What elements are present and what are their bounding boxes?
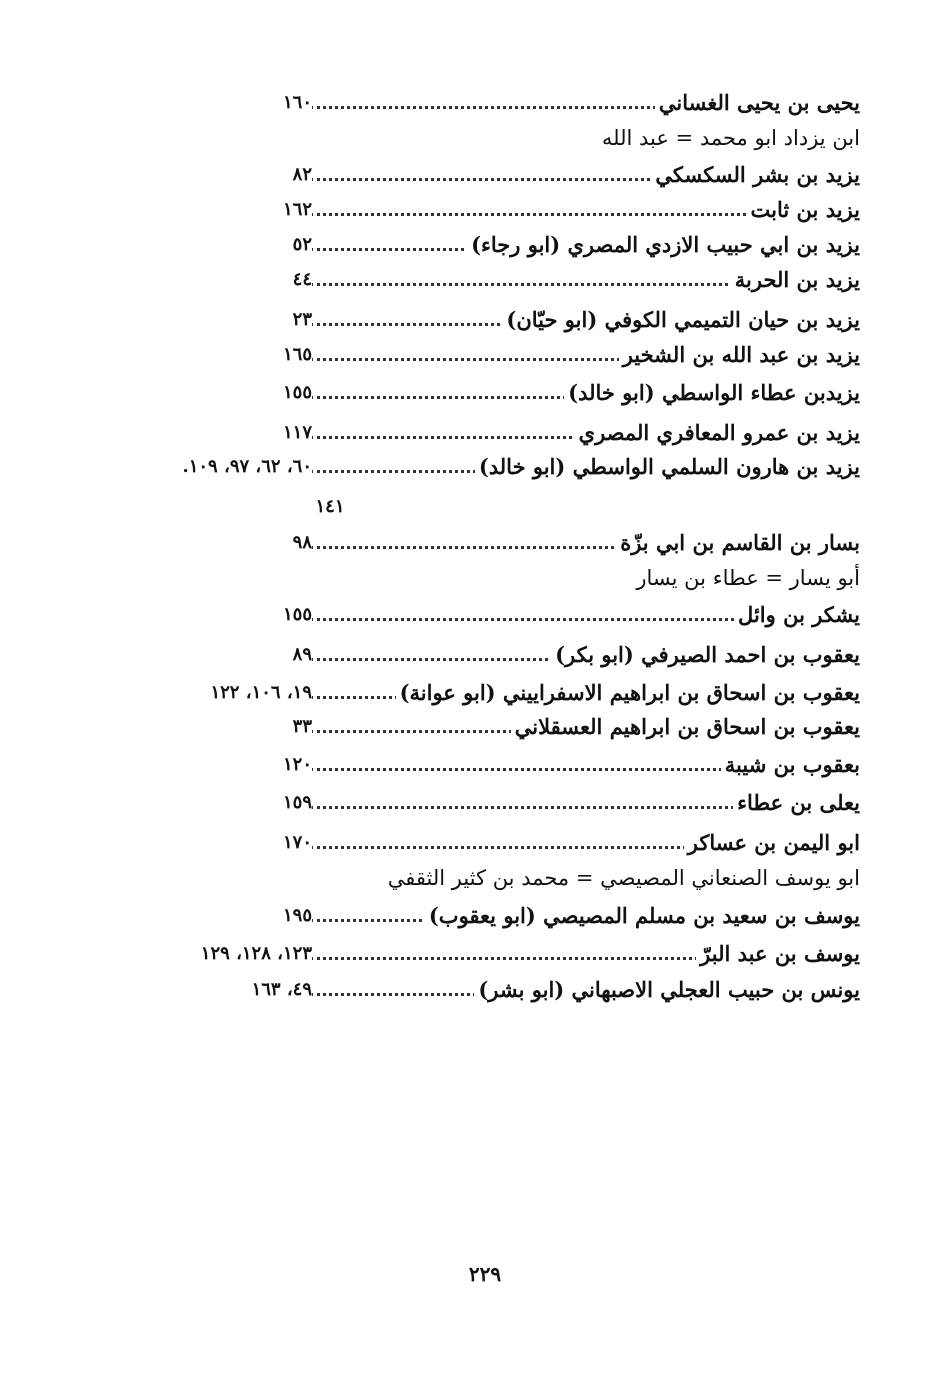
entry-pages: ١٦٥ [282, 344, 312, 365]
index-entry [150, 122, 860, 158]
index-entry [150, 826, 860, 862]
entry-pages: ١٢٣، ١٢٨، ١٢٩ [200, 943, 312, 964]
index-entry [150, 338, 860, 374]
entry-name: يزيدبن عطاء الواسطي (ابو خالد) [564, 380, 860, 405]
entry-name: ابن يزداد ابو محمد = عبد الله [598, 126, 860, 150]
entry-name: يشكر بن وائل [734, 602, 860, 627]
entry-name: يونس بن حبيب العجلي الاصبهاني (ابو بشر) [474, 977, 860, 1002]
entry-name: بسار بن القاسم بن ابي بزّة [616, 530, 860, 555]
entry-name: ابو اليمن بن عساكر [684, 830, 860, 855]
index-entry [150, 786, 860, 822]
entry-pages: ١٦٠ [282, 92, 312, 113]
index-entry [150, 899, 860, 935]
entry-pages: ٤٤ [292, 269, 312, 290]
index-entry [150, 158, 860, 194]
index-entry [150, 303, 860, 339]
index-entry [150, 450, 860, 486]
index-entry [150, 376, 860, 412]
entry-pages: ٤٩، ١٦٣ [251, 979, 312, 1000]
index-entry [150, 937, 860, 973]
entry-pages: ١٥٩ [282, 792, 312, 813]
entry-name: يزيد بن الحربة [731, 267, 860, 292]
entry-name: يزيد بن ابي حبيب الازدي المصري (ابو رجاء) [467, 232, 860, 257]
entry-pages: ١٩٥ [282, 905, 312, 926]
index-entry [150, 973, 860, 1009]
entry-pages: ١١٧ [282, 422, 312, 443]
entry-name: يحيى بن يحيى الغساني [655, 90, 860, 115]
entry-pages: ١٥٥ [282, 382, 312, 403]
entry-pages: ٨٩ [292, 644, 312, 665]
entry-pages: ٣٣ [292, 716, 312, 737]
index-entry [150, 263, 860, 299]
entry-pages: ١٢٠ [282, 754, 312, 775]
entry-pages: ١٩، ١٠٦، ١٢٢ [210, 682, 312, 703]
index-entry [150, 676, 860, 712]
index-entry [150, 416, 860, 452]
continuation-pages: ١٤١ [315, 496, 345, 517]
entry-pages: ٩٨ [292, 532, 312, 553]
entry-name: يوسف بن سعيد بن مسلم المصيصي (ابو يعقوب) [425, 903, 860, 928]
index-entry [150, 638, 860, 674]
entry-name: يزيد بن عبد الله بن الشخير [619, 342, 860, 367]
entry-name: يعقوب بن اسحاق بن ابراهيم العسقلاني [511, 714, 860, 739]
entry-name: يعقوب بن احمد الصيرفي (ابو بكر) [551, 642, 860, 667]
entry-name: يعلى بن عطاء [733, 790, 860, 815]
entry-pages: ٥٢ [292, 234, 312, 255]
entry-pages: ٨٢ [292, 164, 312, 185]
index-entry [150, 228, 860, 264]
entry-pages: ١٥٥ [282, 604, 312, 625]
entry-name: يزيد بن هارون السلمي الواسطي (ابو خالد) [475, 454, 860, 479]
entry-name: يزيد بن ثابت [747, 197, 860, 222]
index-entry [150, 598, 860, 634]
entry-name: يزيد بن عمرو المعافري المصري [575, 420, 860, 445]
index-entry [150, 862, 860, 898]
page-number: ٢٢٩ [468, 1262, 502, 1286]
entry-name: بعقوب بن شيبة [721, 752, 860, 777]
entry-pages: ١٦٢ [282, 199, 312, 220]
entry-pages: ١٧٠ [282, 832, 312, 853]
entry-name: ابو يوسف الصنعاني المصيصي = محمد بن كثير الثقفي [384, 866, 860, 890]
entry-name: يزيد بن بشر السكسكي [651, 162, 860, 187]
entry-pages: ٦٠، ٦٢، ٩٧، ١٠٩. [182, 456, 312, 477]
entry-name: أبو يسار = عطاء بن يسار [632, 566, 860, 590]
index-entry [150, 562, 860, 598]
index-entry [150, 86, 860, 122]
entry-name: يعقوب بن اسحاق بن ابراهيم الاسفراييني (ابو عوانة) [396, 680, 860, 705]
index-entry [150, 193, 860, 229]
entry-name: يوسف بن عبد البرّ [696, 941, 860, 966]
index-entry [150, 526, 860, 562]
entry-pages: ٢٣ [292, 309, 312, 330]
entry-name: يزيد بن حيان التميمي الكوفي (ابو حيّان) [502, 307, 860, 332]
index-entry [150, 710, 860, 746]
index-entry [150, 748, 860, 784]
